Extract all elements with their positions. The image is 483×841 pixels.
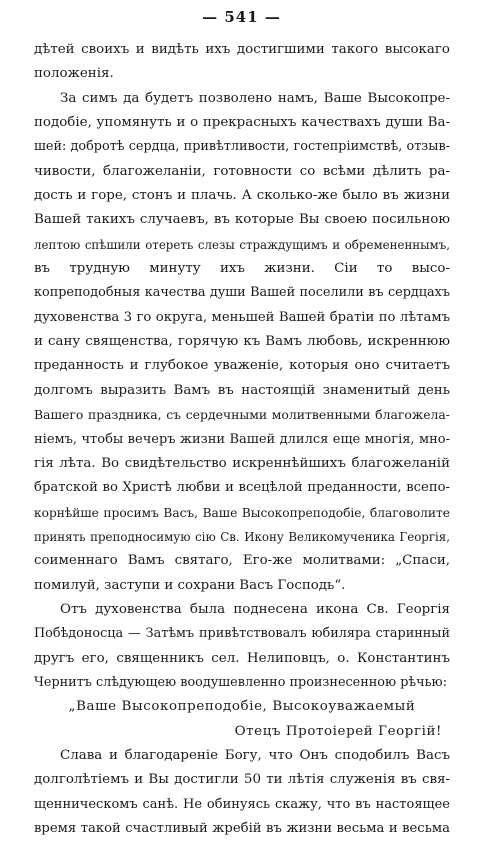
text-line: чивости, благожеланіи, готовности со всѣми дѣлить ра-	[34, 163, 450, 179]
text-line: щенническомъ санѣ. Не обинуясь скажу, что въ настоящее	[34, 796, 450, 812]
text-line: духовенства 3 го округа, меньшей Вашей братіи по лѣтамъ	[34, 309, 450, 325]
text-line: шей: добротѣ сердца, привѣтливости, гостепріимствѣ, отзыв-	[34, 139, 450, 155]
text-line: братской во Христѣ любви и всецѣлой преданности, всепо-	[34, 480, 450, 496]
text-line: дѣтей своихъ и видѣть ихъ достигшими такого высокаго	[34, 42, 450, 57]
text-line: копреподобныя качества души Вашей поселили въ сердцахъ	[34, 285, 450, 301]
text-line: подобіе, упомянуть и о прекрасныхъ качествахъ души Ва-	[34, 115, 450, 131]
text-line: и сану священства, горячую къ Вамъ любовь, искреннюю	[34, 334, 450, 350]
text-line: соименнаго Вамъ святаго, Его-же молитвами: „Спаси,	[34, 553, 450, 569]
text-line: лептою спѣшили отереть слезы страждущимъ и обремененнымъ,	[34, 237, 450, 252]
text-line: принять преподносимую сію Св. Икону Великомученика Георгія,	[34, 529, 450, 544]
text-line: время такой счастливый жребій въ жизни весьма и весьма	[34, 821, 450, 836]
text-line: „Ваше Высокопреподобіе, Высокоуважаемый	[68, 699, 416, 715]
text-line: Отецъ Протоіерей Георгій!	[234, 723, 442, 739]
text-line: Вашего праздника, съ сердечными молитвенными благожела-	[34, 407, 450, 423]
text-line: Вашей такихъ случаевъ, въ которые Вы своею посильною	[34, 212, 450, 228]
text-line: гія лѣта. Во свидѣтельство искреннѣйшихъ благожеланій	[34, 455, 450, 471]
text-line: Отъ духовенства была поднесена икона Св. Георгія	[60, 601, 450, 617]
text-line: дость и горе, стонъ и плачь. А сколько-же было въ жизни	[34, 188, 450, 204]
text-line: ніемъ, чтобы вечеръ жизни Вашей длился еще многія, мно-	[34, 431, 450, 447]
text-line: въ трудную минуту ихъ жизни. Сіи то высо-	[34, 261, 450, 277]
text-line: корнѣйше просимъ Васъ, Ваше Высокопреподобіе, благоволите	[34, 505, 450, 520]
text-line: За симъ да будетъ позволено намъ, Ваше Высокопре-	[60, 90, 450, 106]
text-line: другъ его, священникъ сел. Нелиповцъ, о. Константинъ	[34, 650, 450, 666]
text-line: Побѣдоносца — Затѣмъ привѣтствовалъ юбиляра старинный	[34, 626, 450, 642]
text-line: преданность и глубокое уваженіе, которыя оно считаетъ	[34, 358, 450, 374]
text-line: долголѣтіемъ и Вы достигли 50 ти лѣтія служенія въ свя-	[34, 772, 450, 788]
text-line: Слава и благодареніе Богу, что Онъ сподобилъ Васъ	[60, 747, 450, 763]
document-body-text	[34, 38, 450, 841]
text-line: помилуй, заступи и сохрани Васъ Господь“.	[34, 577, 346, 593]
text-line: Чернитъ слѣдующею воодушевленно произнесенною рѣчью:	[34, 674, 448, 690]
text-line: положенія.	[34, 66, 114, 82]
page-number: — 541 —	[202, 8, 281, 26]
text-line: долгомъ выразить Вамъ въ настоящій знаменитый день	[34, 382, 450, 398]
